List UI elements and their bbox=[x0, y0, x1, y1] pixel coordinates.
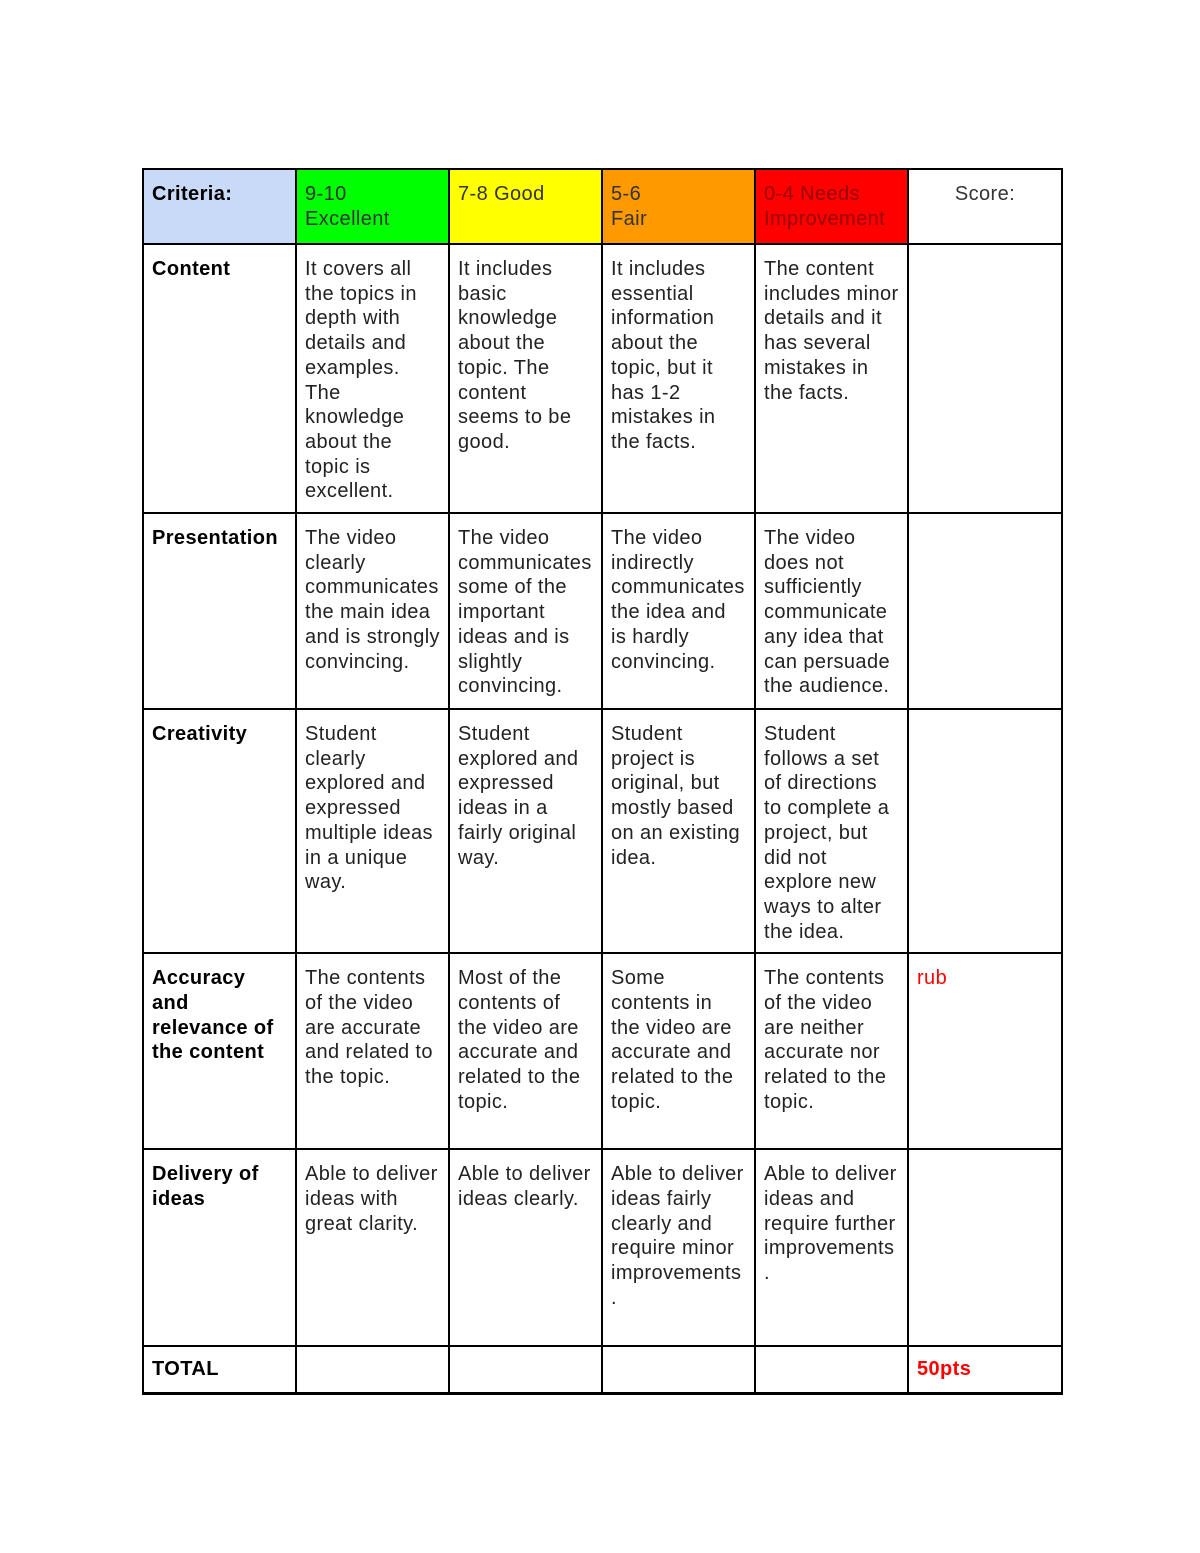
rubric-row-presentation bbox=[143, 513, 1062, 709]
fair-cell: Student project is original, but mostly based on an existing idea. bbox=[602, 709, 755, 953]
needs-cell: The contents of the video are neither accurate nor related to the topic. bbox=[755, 953, 908, 1149]
criterion-cell: Accuracy and relevance of the content bbox=[143, 953, 296, 1149]
fair-range: 5-6 bbox=[611, 183, 642, 205]
score-cell bbox=[908, 513, 1062, 709]
good-header bbox=[449, 169, 602, 244]
rubric-table bbox=[142, 168, 1063, 1395]
needs-cell: The video does not sufficiently communicate any idea that can persuade the audience. bbox=[755, 513, 908, 709]
fair-label: Fair bbox=[611, 207, 648, 230]
rubric-row-content bbox=[143, 244, 1062, 513]
needs-cell: Able to deliver ideas and require further improvements. bbox=[755, 1149, 908, 1346]
header-row bbox=[143, 169, 1062, 244]
score-cell bbox=[908, 244, 1062, 513]
excellent-cell: Able to deliver ideas with great clarity. bbox=[296, 1149, 449, 1346]
excellent-header bbox=[296, 169, 449, 244]
good-cell: Able to deliver ideas clearly. bbox=[449, 1149, 602, 1346]
good-cell: It includes basic knowledge about the topic. The content seems to be good. bbox=[449, 244, 602, 513]
good-label: 7-8 Good bbox=[458, 183, 545, 205]
good-cell: The video communicates some of the important ideas and is slightly convincing. bbox=[449, 513, 602, 709]
criteria-header bbox=[143, 169, 296, 244]
total-score: 50pts bbox=[908, 1346, 1062, 1393]
criterion-cell: Delivery of ideas bbox=[143, 1149, 296, 1346]
fair-cell: Able to deliver ideas fairly clearly and require minor improvements. bbox=[602, 1149, 755, 1346]
excellent-label: Excellent bbox=[305, 207, 390, 230]
excellent-cell: The contents of the video are accurate and related to the topic. bbox=[296, 953, 449, 1149]
total-label: TOTAL bbox=[143, 1346, 296, 1393]
needs-range: 0-4 Needs bbox=[764, 183, 860, 205]
criterion-cell: Creativity bbox=[143, 709, 296, 953]
rubric-row-accuracy bbox=[143, 953, 1062, 1149]
score-cell bbox=[908, 1149, 1062, 1346]
total-empty-cell bbox=[449, 1346, 602, 1393]
excellent-range: 9-10 bbox=[305, 183, 347, 205]
rubric-row-creativity bbox=[143, 709, 1062, 953]
needs-improvement-header bbox=[755, 169, 908, 244]
criterion-cell: Presentation bbox=[143, 513, 296, 709]
good-cell: Most of the contents of the video are accurate and related to the topic. bbox=[449, 953, 602, 1149]
score-header bbox=[908, 169, 1062, 244]
excellent-cell: The video clearly communicates the main idea and is strongly convincing. bbox=[296, 513, 449, 709]
good-cell: Student explored and expressed ideas in a fairly original way. bbox=[449, 709, 602, 953]
total-empty-cell bbox=[755, 1346, 908, 1393]
fair-cell: Some contents in the video are accurate and related to the topic. bbox=[602, 953, 755, 1149]
needs-cell: The content includes minor details and it has several mistakes in the facts. bbox=[755, 244, 908, 513]
fair-cell: The video indirectly communicates the idea and is hardly convincing. bbox=[602, 513, 755, 709]
score-header-label: Score: bbox=[954, 183, 1016, 205]
score-cell bbox=[908, 709, 1062, 953]
total-row bbox=[143, 1346, 1062, 1393]
total-empty-cell bbox=[296, 1346, 449, 1393]
total-empty-cell bbox=[602, 1346, 755, 1393]
excellent-cell: It covers all the topics in depth with details and examples. The knowledge about the topic is excellent. bbox=[296, 244, 449, 513]
score-note: rub bbox=[908, 953, 1062, 1149]
rubric-row-delivery bbox=[143, 1149, 1062, 1346]
fair-cell: It includes essential information about the topic, but it has 1-2 mistakes in the facts. bbox=[602, 244, 755, 513]
criterion-cell: Content bbox=[143, 244, 296, 513]
needs-label: Improvement bbox=[764, 207, 886, 230]
criteria-header-label: Criteria: bbox=[152, 183, 233, 205]
fair-header bbox=[602, 169, 755, 244]
excellent-cell: Student clearly explored and expressed multiple ideas in a unique way. bbox=[296, 709, 449, 953]
needs-cell: Student follows a set of directions to complete a project, but did not explore new ways to alter the idea. bbox=[755, 709, 908, 953]
